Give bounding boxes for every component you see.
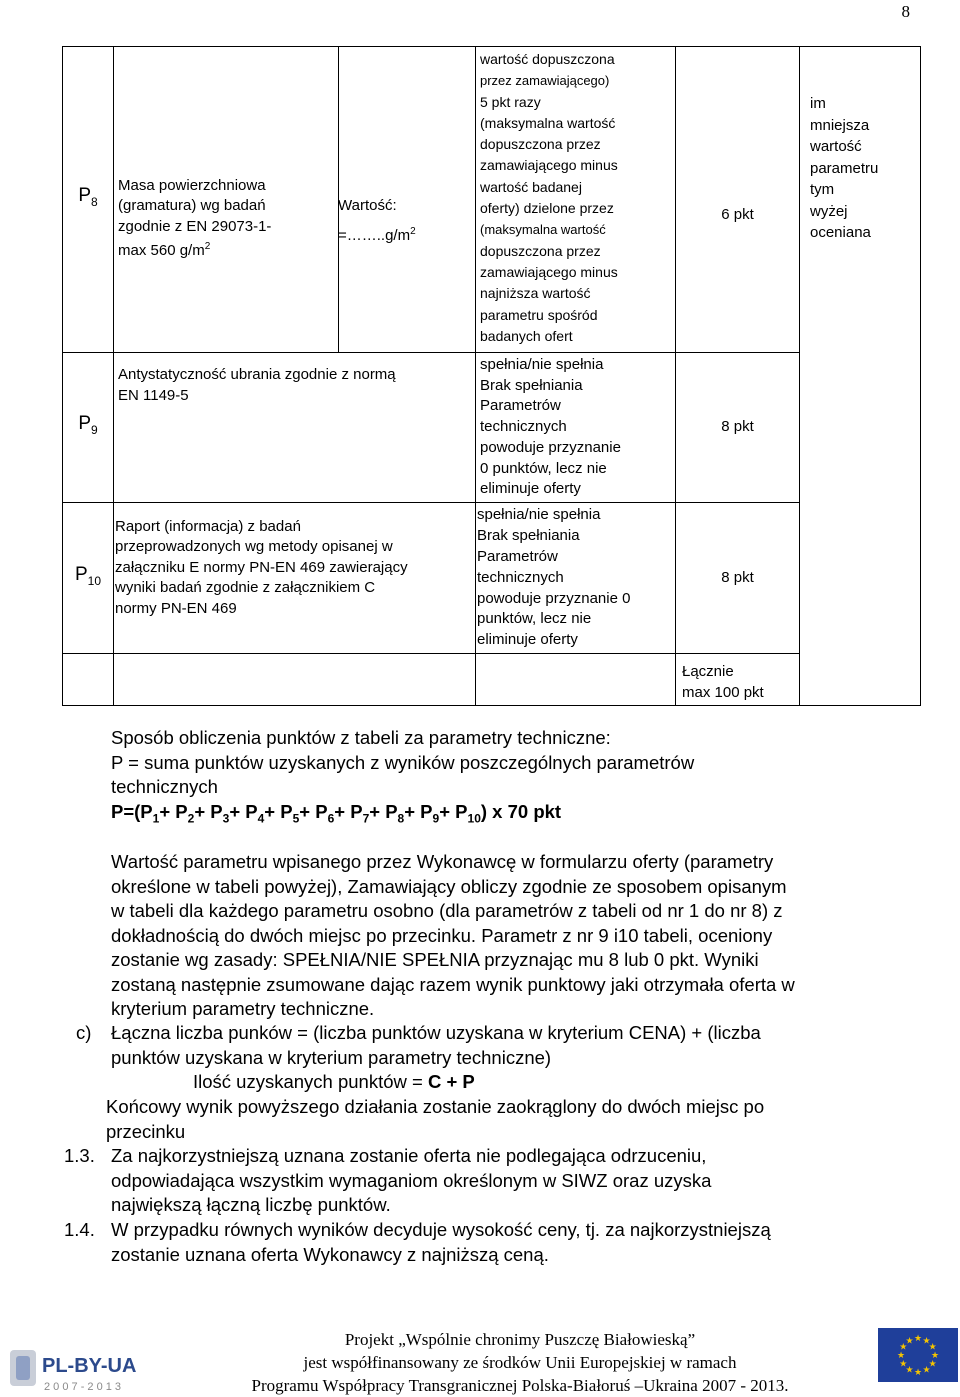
- svg-text:2 0 0 7 - 2 0 1 3: 2 0 0 7 - 2 0 1 3: [44, 1381, 122, 1393]
- item-c-number: c): [76, 1022, 92, 1043]
- param-value-paragraph: Wartość parametru wpisanego przez Wykonawcę w formularzu oferty (parametry określone w tabeli powyżej), Zamawiający obliczy zgodnie ze sposobem opisanym w tabeli dla każdego parametru osobno (dla parametrów z tabeli od nr 1 do nr 8) z dokładnością do dwóch miejsc po przecinku. Parametr z nr 9 i10 tabeli, oceniony zostanie wg zasady: SPEŁNIA/NIE SPEŁNIA przyznając mu 8 lub 0 pkt. Wyniki zostaną następnie zsumowane dając razem wynik punktowy jaki otrzymała oferta w kryterium parametry techniczne.: [111, 851, 795, 1019]
- method-p9: spełnia/nie spełnia Brak spełniania Parametrów technicznych powoduje przyznanie 0 punktów, lecz nie eliminuje oferty: [476, 353, 676, 503]
- table-row-total: [63, 654, 921, 706]
- table-row-p8: [63, 47, 921, 353]
- eu-star-icon: ★: [930, 1350, 940, 1360]
- eu-star-icon: ★: [913, 1367, 923, 1377]
- item-c-text: Łączna liczba punków = (liczba punktów uzyskana w kryterium CENA) + (liczba punktów uzyskana w kryterium parametry techniczne): [111, 1022, 761, 1068]
- eu-star-icon: ★: [922, 1335, 931, 1346]
- points-p8: 6 pkt: [676, 47, 800, 353]
- method-p10: spełnia/nie spełnia Brak spełniania Parametrów technicznych powoduje przyznanie 0 punktów, lecz nie eliminuje oferty: [476, 502, 676, 653]
- notes-cell: im mniejsza wartość parametru tym wyżej oceniana: [800, 47, 921, 706]
- param-desc-p10: Raport (informacja) z badań przeprowadzonych wg metody opisanej w załączniku E normy PN-EN 469 zawierający wyniki badań zgodnie z załącznikiem C normy PN-EN 469: [114, 502, 476, 653]
- eu-star-icon: ★: [899, 1358, 908, 1369]
- item-13-text: Za najkorzystniejszą uznana zostanie oferta nie podlegająca odrzuceniu, odpowiadająca wszystkim wymaganiom określonym w SIWZ oraz uzyska największą łączną liczbę punktów.: [111, 1145, 712, 1215]
- param-desc-p8: Masa powierzchniowa (gramatura) wg badań zgodnie z EN 29073-1- max 560 g/m$^2$: [114, 47, 339, 353]
- eu-star-icon: ★: [896, 1350, 906, 1360]
- item-13-number: 1.3.: [64, 1145, 95, 1166]
- footer: [0, 1322, 960, 1397]
- total-points: Łącznie max 100 pkt: [676, 654, 800, 706]
- svg-text:PL-BY-UA: PL-BY-UA: [42, 1355, 137, 1377]
- method-p8: wartość dopuszczona przez zamawiającego) 5 pkt razy (maksymalna wartość dopuszczona przez zamawiającego minus wartość badanej oferty) dzielone przez (maksymalna wartość dopuszczona przez zamawiającego minus najniższa wartość parametru spośród badanych ofert: [476, 47, 676, 353]
- param-value-p8-text: Wartość: =……..g/m$^2$: [338, 197, 416, 244]
- points-p10: 8 pkt: [676, 502, 800, 653]
- eu-star-icon: ★: [905, 1364, 914, 1375]
- eu-star-icon: ★: [905, 1335, 914, 1346]
- eu-star-icon: ★: [913, 1333, 923, 1343]
- eu-star-icon: ★: [928, 1358, 937, 1369]
- eu-flag-icon: [878, 1328, 958, 1388]
- criteria-table: [62, 46, 921, 706]
- table-row-p9: [63, 353, 921, 503]
- param-code-p10: $P_{10}$: [63, 502, 114, 653]
- page-number: 8: [901, 2, 910, 21]
- table-row-p10: [63, 502, 921, 653]
- item-14-number: 1.4.: [64, 1219, 95, 1240]
- empty-cell: [114, 654, 476, 706]
- param-code-p9: $P_9$: [63, 353, 114, 503]
- eu-star-icon: ★: [922, 1364, 931, 1375]
- rounding-note: Końcowy wynik powyższego działania zostanie zaokrąglony do dwóch miejsc po przecinku: [106, 1096, 765, 1142]
- param-desc-p9: Antystatyczność ubrania zgodnie z normą EN 1149-5: [114, 353, 476, 503]
- empty-cell: [63, 654, 114, 706]
- item-14-text: W przypadku równych wyników decyduje wysokość ceny, tj. za najkorzystniejszą zostanie uznana oferta Wykonawcy z najniższą ceną.: [111, 1219, 771, 1265]
- formula: $P=(P_1+ P_2+ P_3+ P_4+ P_5+ P_6+ P_7+ P_8+ P_9+ P_{10})$ x 70 pkt: [111, 800, 562, 826]
- param-code-p8: $P_8$: [63, 47, 114, 353]
- program-logo: [8, 1340, 160, 1394]
- points-formula: Ilość uzyskanych punktów = C + P: [193, 1071, 475, 1092]
- points-p9: 8 pkt: [676, 353, 800, 503]
- empty-cell: [476, 654, 676, 706]
- scoring-method: Sposób obliczenia punktów z tabeli za parametry techniczne: P = suma punktów uzyskanych z wyników poszczególnych parametrów technicznych $P=(P_1+ P_2+ P_3+ P_4+ P_5+ P_6+ P_7+ P_8+ P_9+ P_{10})$ x 70 pkt: [111, 726, 891, 831]
- eu-star-icon: ★: [899, 1341, 908, 1352]
- footer-text: Projekt „Wspólnie chronimy Puszczę Białowieską” jest współfinansowany ze środków Unii Europejskiej w ramach Programu Współpracy Transgranicznej Polska-Białoruś –Ukraina 2007 - 2013.: [251, 1330, 789, 1395]
- eu-star-icon: ★: [928, 1341, 937, 1352]
